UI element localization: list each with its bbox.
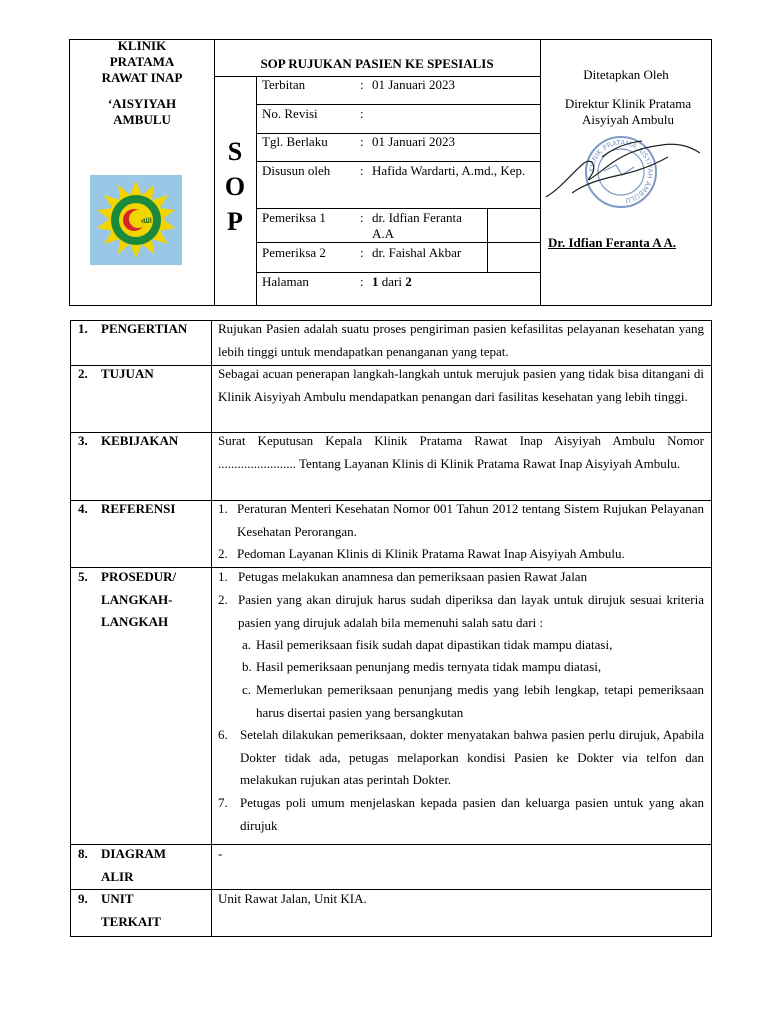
approval-position: Direktur Klinik Pratama Aisyiyah Ambulu [564,96,692,127]
field-value-halaman: 1 dari 2 [372,274,412,289]
field-value-berlaku: 01 Januari 2023 [372,134,456,149]
sop-letters: S O P [224,137,246,236]
field-label-pemeriksa-1: Pemeriksa 1 [262,210,326,225]
step-item: Memerlukan pemeriksaan penunjang medis yang lebih lengkap, tetapi pemeriksaan harus disertai pasien yang bersangkutan [256,682,704,720]
field-label-berlaku: Tgl. Berlaku [262,134,328,149]
section-number: 5. [78,569,88,584]
field-colon: : [360,77,364,92]
field-value-disusun: Hafida Wardarti, A.md., Kep. [372,163,526,178]
step-number: 1. [218,569,228,584]
section-number: 9. [78,891,88,906]
section-label-referensi: REFERENSI [101,501,176,516]
clinic-logo [90,175,182,265]
field-value-pemeriksa-1: dr. Idfian Feranta A.A [372,210,462,241]
section-text-tujuan: Sebagai acuan penerapan langkah-langkah untuk merujuk pasien yang tidak bisa ditangani di Klinik Aisyiyah Ambulu mendapatkan penangan dari fasilitas kesehatan yang lebih tinggi. [218,366,704,404]
field-label-halaman: Halaman [262,274,309,289]
approval-title: Ditetapkan Oleh [583,67,669,82]
section-text-diagram-alir: - [218,846,223,861]
step-number: b. [242,659,252,674]
section-number: 2. [78,366,88,381]
sop-title: SOP RUJUKAN PASIEN KE SPESIALIS [260,56,494,71]
list-item-number: 1. [218,501,228,516]
clinic-name: KLINIK PRATAMA RAWAT INAP ‘AISYIYAH AMBULU [101,38,183,127]
step-number: 6. [218,727,228,742]
section-number: 4. [78,501,88,516]
field-colon: : [360,134,364,149]
section-number: 8. [78,846,88,861]
field-colon: : [360,106,364,121]
field-value-terbitan: 01 Januari 2023 [372,77,456,92]
step-item: Hasil pemeriksaan penunjang medis ternyata tidak mampu diatasi, [256,659,602,674]
section-label-pengertian: PENGERTIAN [101,321,188,336]
list-item: Pedoman Layanan Klinis di Klinik Pratama Rawat Inap Aisyiyah Ambulu. [237,546,625,561]
step-item: Petugas melakukan anamnesa dan pemeriksaan pasien Rawat Jalan [238,569,588,584]
step-number: a. [242,637,252,652]
section-label-unit-terkait: UNIT TERKAIT [101,891,161,929]
section-text-unit-terkait: Unit Rawat Jalan, Unit KIA. [218,891,367,906]
step-number: 2. [218,592,228,607]
section-number: 1. [78,321,88,336]
step-item: Setelah dilakukan pemeriksaan, dokter menyatakan bahwa pasien perlu dirujuk, Apabila Dokter tidak ada, petugas melaporkan kondisi Pasien ke Dokter via telfon dan melakukan rujukan atas perintah Dokter. [240,727,704,787]
field-colon: : [360,163,364,178]
section-label-diagram-alir: DIAGRAM ALIR [101,846,166,884]
step-item: Petugas poli umum menjelaskan kepada pasien dan keluarga pasien untuk yang akan dirujuk [240,795,704,833]
step-number: 7. [218,795,228,810]
svg-text:ﷲ: ﷲ [141,216,147,226]
field-label-disusun: Disusun oleh [262,163,331,178]
svg-text:KLINIK PRATAMA AISYIYAH AMBULU: KLINIK PRATAMA AISYIYAH AMBULU [587,138,655,205]
step-item: Hasil pemeriksaan fisik sudah dapat dipastikan tidak mampu diatasi, [256,637,613,652]
approval-stamp-signature [542,127,712,217]
section-number: 3. [78,433,88,448]
field-colon: : [360,274,364,289]
field-colon: : [360,210,364,225]
field-label-terbitan: Terbitan [262,77,306,92]
field-value-pemeriksa-2: dr. Faishal Akbar [372,245,462,260]
section-label-tujuan: TUJUAN [101,366,154,381]
step-item: Pasien yang akan dirujuk harus sudah diperiksa dan layak untuk dirujuk sesuai kriteria pasien yang dirujuk adalah bila memenuhi salah satu dari : [238,592,704,630]
field-label-revisi: No. Revisi [262,106,318,121]
section-text-kebijakan: Surat Keputusan Kepala Klinik Pratama Rawat Inap Aisyiyah Ambulu Nomor ........................ Tentang Layanan Klinis di Klinik Pratama Rawat Inap Aisyiyah Ambulu. [218,433,704,471]
field-label-pemeriksa-2: Pemeriksa 2 [262,245,326,260]
section-label-prosedur: PROSEDUR/ LANGKAH- LANGKAH [101,569,177,629]
list-item-number: 2. [218,546,228,561]
section-text-pengertian: Rujukan Pasien adalah suatu proses pengiriman pasien kefasilitas pelayanan kesehatan yang lebih tinggi untuk mendapatkan penanganan yang tepat. [218,321,704,359]
section-label-kebijakan: KEBIJAKAN [101,433,179,448]
step-number: c. [242,682,252,697]
list-item: Peraturan Menteri Kesehatan Nomor 001 Tahun 2012 tentang Sistem Rujukan Pelayanan Kesehatan Perorangan. [237,501,704,539]
field-colon: : [360,245,364,260]
approval-signer: Dr. Idfian Feranta A A. [548,235,677,250]
